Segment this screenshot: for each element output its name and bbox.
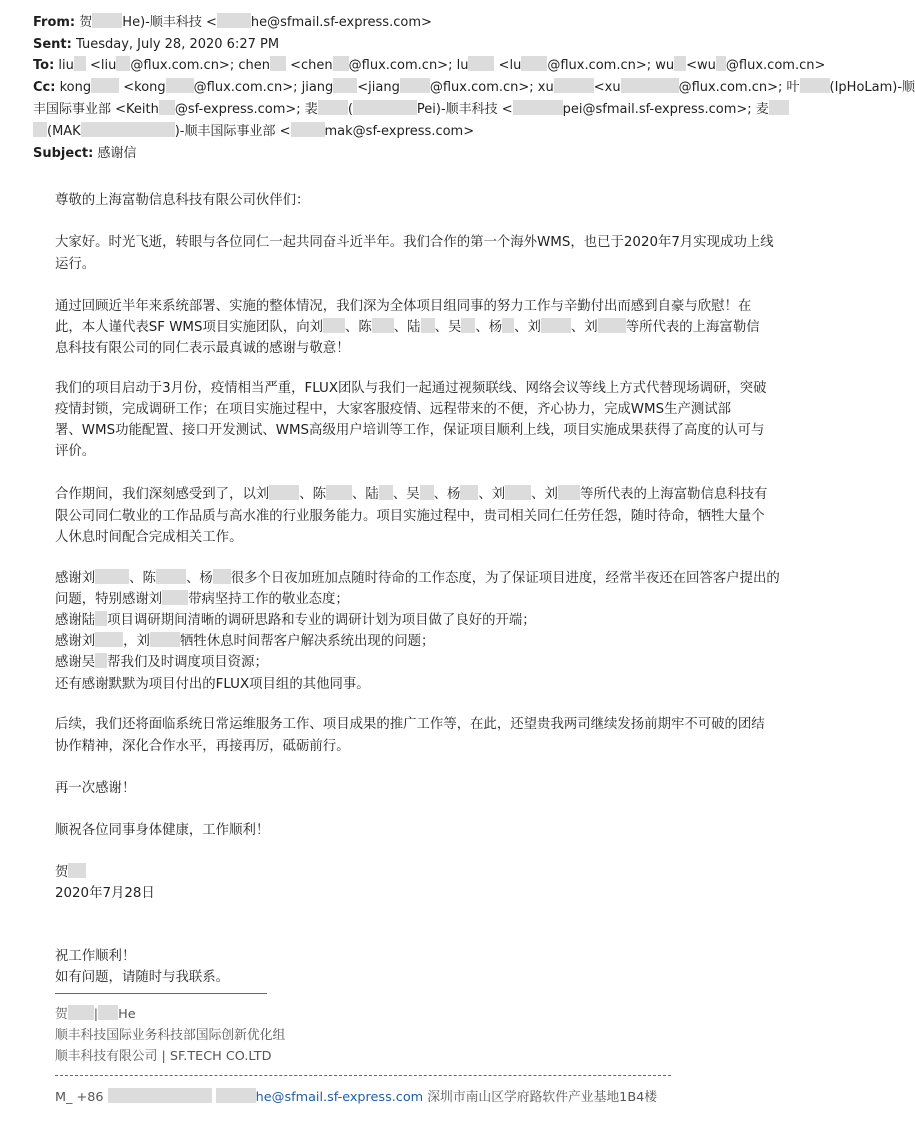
redaction	[216, 1088, 256, 1103]
text: 等所代表的上海富勒信息科技有	[579, 487, 768, 502]
to-recipient[interactable]: @flux.com.cn>	[725, 58, 826, 73]
paragraph-5-line: 协作精神，深化合作水平，再接再厉，砥砺前行。	[55, 739, 350, 754]
text: 、吴	[434, 320, 462, 335]
text: 贺	[55, 865, 69, 880]
to-recipient-email[interactable]: <lu	[498, 58, 522, 73]
cc-recipient-email[interactable]: mak@sf-express.com>	[324, 124, 475, 139]
to-line	[33, 55, 825, 76]
redaction	[674, 56, 686, 71]
redaction	[95, 632, 123, 647]
text: 感谢陆	[55, 613, 96, 628]
signature-contact-note: 如有问题，请随时与我联系。	[55, 970, 230, 985]
redaction	[95, 569, 129, 584]
redaction	[513, 100, 563, 115]
cc-recipient[interactable]: (IpHoLam)-顺	[829, 80, 915, 95]
redaction	[68, 1005, 94, 1020]
redaction	[291, 122, 325, 137]
text: 项目调研期间清晰的调研思路和专业的调研计划为项目做了良好的开端；	[107, 613, 536, 628]
redaction	[379, 485, 393, 500]
cc-line-2	[33, 99, 789, 120]
to-label: To:	[33, 58, 55, 73]
text: 、陆	[352, 487, 379, 502]
cc-recipient[interactable]: Pei)-顺丰科技 <	[416, 102, 513, 117]
greeting: 尊敬的上海富勒信息科技有限公司伙伴们：	[55, 193, 310, 208]
redaction	[468, 56, 494, 71]
text: 、杨	[475, 320, 503, 335]
phone: M_ +86	[55, 1090, 104, 1105]
paragraph-2-line	[55, 317, 760, 338]
contact-line	[55, 1087, 657, 1108]
cc-recipient[interactable]: @flux.com.cn>; xu	[429, 80, 554, 95]
paragraph-2-line: 通过回顾近半年来系统部署、实施的整体情况，我们深为全体项目组同事的努力工作与辛勤付出而感到自豪与欣慰！在	[55, 299, 752, 314]
text: |	[93, 1007, 99, 1022]
signature-divider	[55, 993, 267, 994]
redaction	[333, 56, 349, 71]
cc-recipient[interactable]: @flux.com.cn>; jiang	[193, 80, 334, 95]
cc-label: Cc:	[33, 80, 56, 95]
cc-recipient-email[interactable]: <kong	[123, 80, 166, 95]
cc-recipient[interactable]: kong	[59, 80, 92, 95]
thanks-line	[55, 652, 268, 673]
redaction	[521, 56, 547, 71]
text: 牺牲休息时间帮客户解决系统出现的问题；	[179, 634, 435, 649]
paragraph-4-line	[55, 484, 767, 505]
redaction	[74, 56, 86, 71]
redaction	[800, 78, 830, 93]
cc-recipient-email[interactable]: <jiang	[357, 80, 400, 95]
to-recipient[interactable]: @flux.com.cn>; lu	[348, 58, 469, 73]
redaction	[116, 56, 130, 71]
text: 很多个日夜加班加点随时待命的工作态度，为了保证项目进度，经常半夜还在回答客户提出的	[230, 571, 780, 586]
redaction	[108, 1088, 212, 1103]
to-recipient-email[interactable]: <wu	[686, 58, 716, 73]
subject-value: 感谢信	[97, 146, 137, 161]
redaction	[505, 485, 531, 500]
redaction	[558, 485, 580, 500]
text: 感谢吴	[55, 655, 96, 670]
redaction	[400, 78, 430, 93]
text: 、陈	[299, 487, 327, 502]
cc-recipient[interactable]: )-顺丰国际事业部 <	[174, 124, 291, 139]
text: 、刘	[531, 487, 558, 502]
redaction	[598, 318, 626, 333]
thanks-line	[55, 589, 349, 610]
redaction	[323, 318, 345, 333]
text: 、陆	[393, 320, 421, 335]
from-name-suffix: He)-顺丰科技 <	[122, 15, 217, 30]
signature-email-link[interactable]: he@sfmail.sf-express.com	[255, 1090, 424, 1105]
redaction	[270, 56, 286, 71]
best-wishes: 顺祝各位同事身体健康，工作顺利！	[55, 823, 270, 838]
paragraph-5-line: 后续，我们还将面临系统日常运维服务工作、项目成果的推广工作等，在此，还望贵我两司继续发扬前期牢不可破的团结	[55, 717, 765, 732]
text: 贺	[55, 1007, 68, 1022]
text: 、刘	[570, 320, 598, 335]
paragraph-4-line: 限公司同仁敬业的工作品质与高水准的行业服务能力。项目实施过程中，贵司相关同仁任劳任怨，随时待命，牺牲大量个	[55, 509, 765, 524]
thanks-line	[55, 631, 434, 652]
to-recipient-email[interactable]: <chen	[290, 58, 333, 73]
signature-wish: 祝工作顺利！	[55, 949, 136, 964]
text: 此，本人谨代表SF WMS项目实施团队，向刘	[55, 320, 324, 335]
text: He	[118, 1007, 136, 1022]
redaction	[162, 590, 188, 605]
redaction	[326, 485, 352, 500]
sender-name	[55, 862, 86, 883]
thanks-line	[55, 610, 536, 631]
paragraph-1-line: 大家好。时光飞逝，转眼与各位同仁一起共同奋斗近半年。我们合作的第一个海外WMS，也已于2020年7月实现成功上线	[55, 235, 774, 250]
thanks-again: 再一次感谢！	[55, 781, 136, 796]
sent-label: Sent:	[33, 37, 72, 52]
signature-name	[55, 1004, 136, 1025]
redaction	[166, 78, 194, 93]
text: 带病坚持工作的敬业态度；	[188, 592, 349, 607]
redaction	[92, 13, 122, 28]
redaction	[91, 78, 119, 93]
from-label: From:	[33, 15, 76, 30]
redaction	[461, 318, 475, 333]
redaction	[716, 56, 726, 71]
paragraph-4-line: 人休息时间配合完成相关工作。	[55, 530, 243, 545]
redaction	[460, 485, 478, 500]
text: 、陈	[129, 571, 156, 586]
redaction	[318, 100, 348, 115]
text: 问题，特别感谢刘	[55, 592, 163, 607]
cc-recipient-email[interactable]: 丰国际事业部 <Keith	[33, 102, 159, 117]
letter-date: 2020年7月28日	[55, 886, 155, 901]
text: 感谢刘	[55, 571, 96, 586]
subject-label: Subject:	[33, 146, 94, 161]
redaction	[81, 122, 175, 137]
text: 等所代表的上海富勒信	[625, 320, 760, 335]
redaction	[68, 863, 86, 878]
redaction	[95, 611, 107, 626]
text: 合作期间，我们深刻感受到了，以刘	[55, 487, 270, 502]
cc-recipient[interactable]: (	[347, 102, 353, 117]
cc-recipient[interactable]: @sf-express.com>; 裴	[174, 102, 318, 117]
redaction	[150, 632, 180, 647]
redaction	[95, 653, 107, 668]
cc-recipient[interactable]: @flux.com.cn>; 叶	[678, 80, 800, 95]
from-email[interactable]: he@sfmail.sf-express.com>	[250, 15, 432, 30]
redaction	[372, 318, 394, 333]
paragraph-3-line: 我们的项目启动于3月份，疫情相当严重，FLUX团队与我们一起通过视频联线、网络会议等线上方式代替现场调研，突破	[55, 381, 767, 396]
cc-line-3	[33, 121, 474, 142]
signature-department: 顺丰科技国际业务科技部国际创新优化组	[55, 1028, 286, 1043]
to-recipient[interactable]: @flux.com.cn>; chen	[130, 58, 270, 73]
text: 、刘	[478, 487, 506, 502]
sent-value: Tuesday, July 28, 2020 6:27 PM	[76, 37, 280, 52]
redaction	[98, 1005, 118, 1020]
redaction	[421, 318, 435, 333]
paragraph-3-line: 署、WMS功能配置、接口开发测试、WMS高级用户培训等工作，保证项目顺利上线，项目实施成果获得了高度的认可与	[55, 423, 765, 438]
contact-divider	[55, 1075, 671, 1076]
redaction	[541, 318, 571, 333]
text: ，刘	[123, 634, 150, 649]
signature-company: 顺丰科技有限公司 | SF.TECH CO.LTD	[55, 1049, 272, 1064]
redaction	[353, 100, 417, 115]
redaction	[213, 569, 231, 584]
redaction	[769, 100, 789, 115]
redaction	[33, 122, 47, 137]
redaction	[269, 485, 299, 500]
cc-recipient-email[interactable]: pei@sfmail.sf-express.com>; 麦	[562, 102, 769, 117]
address: 深圳市南山区学府路软件产业基地1B4楼	[427, 1090, 658, 1105]
redaction	[554, 78, 594, 93]
text: 感谢刘	[55, 634, 96, 649]
paragraph-3-line: 疫情封锁，完成调研工作；在项目实施过程中，大家客服疫情、远程带来的不便，齐心协力，完成WMS生产测试部	[55, 402, 732, 417]
redaction	[420, 485, 434, 500]
to-recipient[interactable]: liu	[58, 58, 74, 73]
redaction	[159, 100, 175, 115]
paragraph-2-line: 息科技有限公司的同仁表示最真诚的感谢与敬意！	[55, 341, 350, 356]
redaction	[621, 78, 679, 93]
to-recipient[interactable]: @flux.com.cn>; wu	[547, 58, 675, 73]
paragraph-3-line: 评价。	[55, 444, 96, 459]
thanks-line	[55, 568, 780, 589]
redaction	[333, 78, 357, 93]
subject-line	[33, 143, 136, 164]
sent-line	[33, 34, 279, 55]
from-line	[33, 12, 432, 33]
cc-line-1	[33, 77, 915, 98]
redaction	[217, 13, 251, 28]
text: 、陈	[345, 320, 372, 335]
paragraph-1-line: 运行。	[55, 257, 96, 272]
to-recipient-email[interactable]: <liu	[90, 58, 117, 73]
text: 、刘	[514, 320, 541, 335]
thanks-line: 还有感谢默默为项目付出的FLUX项目组的其他同事。	[55, 677, 370, 692]
redaction	[156, 569, 186, 584]
from-name-prefix: 贺	[79, 15, 93, 30]
redaction	[502, 318, 514, 333]
text: 、杨	[433, 487, 461, 502]
text: 帮我们及时调度项目资源；	[107, 655, 268, 670]
text: 、吴	[392, 487, 420, 502]
cc-recipient[interactable]: (MAK	[47, 124, 81, 139]
cc-recipient-email[interactable]: <xu	[593, 80, 621, 95]
text: 、杨	[185, 571, 213, 586]
